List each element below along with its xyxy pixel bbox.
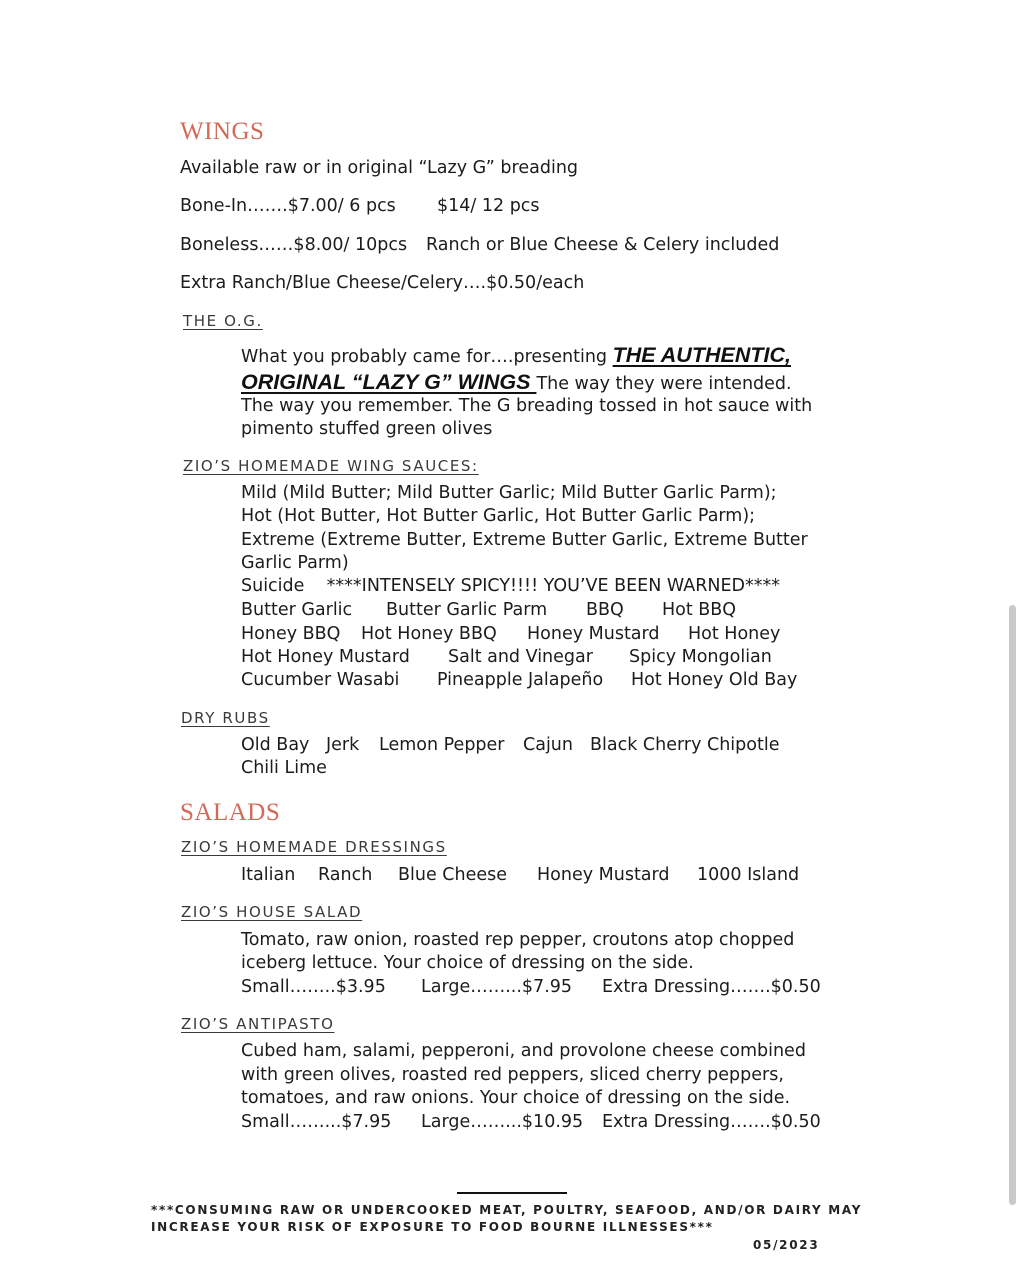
boneless-note: Ranch or Blue Cheese & Celery included	[426, 235, 780, 255]
dry-rub-item: Cajun	[523, 735, 573, 755]
og-heading: THE O.G.	[183, 312, 263, 330]
house-salad-line-2: iceberg lettuce. Your choice of dressing on the side.	[241, 953, 694, 973]
dressing-item: Blue Cheese	[398, 865, 508, 885]
dry-rubs-heading: DRY RUBS	[181, 709, 270, 727]
og-authentic-1: THE AUTHENTIC,	[612, 343, 791, 367]
antipasto-extra-dressing-price: Extra Dressing…….$0.50	[602, 1112, 821, 1132]
dressing-item: 1000 Island	[697, 865, 800, 885]
dressing-item: Honey Mustard	[537, 865, 670, 885]
antipasto-small-price: Small……...$7.95	[241, 1112, 392, 1132]
bone-in-price: Bone-In…….$7.00/ 6 pcs	[180, 196, 396, 216]
dressing-item: Italian	[241, 865, 296, 885]
house-large-price: Large……...$7.95	[421, 977, 573, 997]
dressings-heading: ZIO’S HOMEMADE DRESSINGS	[181, 838, 447, 856]
dry-rub-item: Jerk	[326, 735, 360, 755]
sauce-line-hot: Hot (Hot Butter, Hot Butter Garlic, Hot Butter Garlic Parm);	[241, 506, 756, 526]
wings-title: WINGS	[180, 118, 265, 145]
og-authentic-2: ORIGINAL “LAZY G” WINGS	[241, 370, 537, 394]
sauce-line-mild: Mild (Mild Butter; Mild Butter Garlic; Mild Butter Garlic Parm);	[241, 483, 777, 503]
sauce-item: Hot Honey	[688, 624, 781, 644]
dry-rubs-line-2: Chili Lime	[241, 758, 327, 778]
sauce-item: Pineapple Jalapeño	[437, 670, 604, 690]
sauce-item: Cucumber Wasabi	[241, 670, 400, 690]
house-salad-heading: ZIO’S HOUSE SALAD	[181, 903, 363, 921]
antipasto-line-1: Cubed ham, salami, pepperoni, and provolone cheese combined	[241, 1041, 806, 1061]
sauce-item: Butter Garlic	[241, 600, 353, 620]
sauce-item: Spicy Mongolian	[629, 647, 772, 667]
sauce-item: BBQ	[586, 600, 624, 620]
sauce-item: Butter Garlic Parm	[386, 600, 548, 620]
sauce-item: Hot BBQ	[662, 600, 737, 620]
bone-in-12-price: $14/ 12 pcs	[437, 196, 540, 216]
sauce-item: Hot Honey BBQ	[361, 624, 497, 644]
sauce-line-extreme-2: Garlic Parm)	[241, 553, 349, 573]
sauce-item: Salt and Vinegar	[448, 647, 593, 667]
footer-warning-line-1: ***CONSUMING RAW OR UNDERCOOKED MEAT, POULTRY, SEAFOOD, AND/OR DAIRY MAY	[151, 1203, 863, 1217]
og-line-1	[241, 341, 791, 371]
sauces-heading: ZIO’S HOMEMADE WING SAUCES:	[183, 457, 479, 475]
og-line-2	[241, 369, 792, 397]
dry-rub-item: Lemon Pepper	[379, 735, 505, 755]
footer-date: 05/2023	[753, 1238, 820, 1252]
salads-title: SALADS	[180, 799, 281, 826]
sauce-item: Honey Mustard	[527, 624, 660, 644]
house-extra-dressing-price: Extra Dressing…….$0.50	[602, 977, 821, 997]
footer-divider	[457, 1192, 567, 1194]
og-line-3: The way you remember. The G breading tossed in hot sauce with	[241, 396, 813, 416]
sauce-item: Hot Honey Mustard	[241, 647, 410, 667]
sauce-item: Hot Honey Old Bay	[631, 670, 798, 690]
wings-intro: Available raw or in original “Lazy G” breading	[180, 158, 579, 178]
dry-rub-item: Old Bay	[241, 735, 310, 755]
vertical-scrollbar[interactable]	[1009, 605, 1016, 1205]
house-small-price: Small……..$3.95	[241, 977, 386, 997]
footer-warning-line-2: INCREASE YOUR RISK OF EXPOSURE TO FOOD BOURNE ILLNESSES***	[151, 1220, 714, 1234]
sauce-line-extreme: Extreme (Extreme Butter, Extreme Butter Garlic, Extreme Butter	[241, 530, 808, 550]
sauce-item: Honey BBQ	[241, 624, 341, 644]
og-tail: The way they were intended.	[536, 374, 792, 394]
house-salad-line-1: Tomato, raw onion, roasted rep pepper, croutons atop chopped	[241, 930, 795, 950]
antipasto-heading: ZIO’S ANTIPASTO	[181, 1015, 335, 1033]
og-lead: What you probably came for….presenting	[241, 347, 613, 367]
dressing-item: Ranch	[318, 865, 373, 885]
og-line-4: pimento stuffed green olives	[241, 419, 493, 439]
antipasto-line-3: tomatoes, and raw onions. Your choice of dressing on the side.	[241, 1088, 791, 1108]
antipasto-large-price: Large……...$10.95	[421, 1112, 584, 1132]
antipasto-line-2: with green olives, roasted red peppers, sliced cherry peppers,	[241, 1065, 784, 1085]
dry-rub-item: Black Cherry Chipotle	[590, 735, 780, 755]
boneless-price: Boneless……$8.00/ 10pcs	[180, 235, 408, 255]
extra-sides-price: Extra Ranch/Blue Cheese/Celery….$0.50/each	[180, 273, 585, 293]
sauce-line-suicide: Suicide ****INTENSELY SPICY!!!! YOU’VE BEEN WARNED****	[241, 576, 780, 596]
